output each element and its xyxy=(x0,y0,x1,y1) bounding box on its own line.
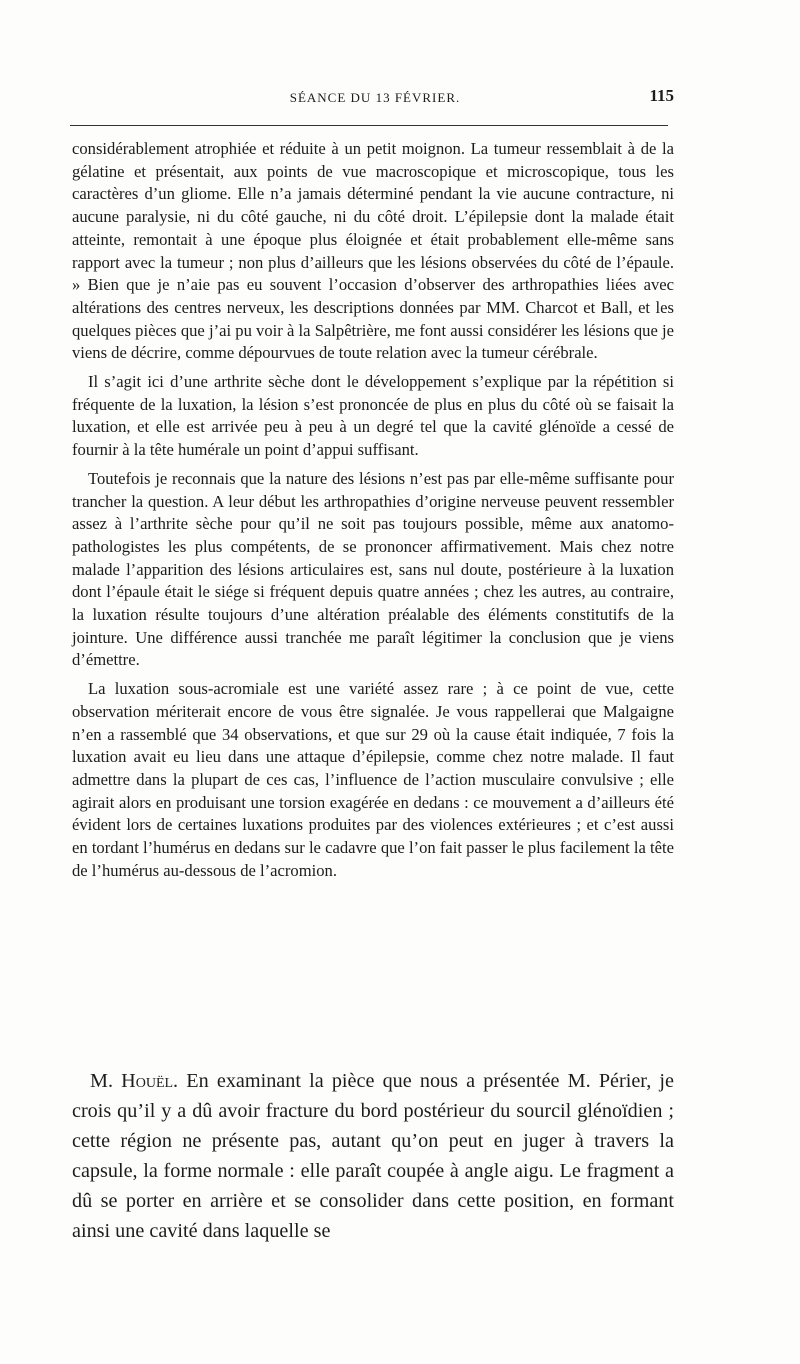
paragraph-3: Toutefois je reconnais que la nature des lésions n’est pas par elle-même suffisante pour trancher la question. A leur début les arthropathies d’origine nerveuse peuvent ressembler assez à l’arthrite sèche pour qu’il ne soit pas toujours possible, même aux anatomo-pathologistes les plus compétents, de se prononcer affirmativement. Mais chez notre malade l’apparition des lésions articulaires est, sans nul doute, postérieure à la luxation dont l’épaule était le siége si fréquent depuis quatre années ; chez les autres, au contraire, la luxation résulte toujours d’une altération préalable des éléments constitutifs de la jointure. Une différence aussi tranchée me paraît légitimer la conclusion que je viens d’émettre. xyxy=(72,468,674,670)
running-head: SÉANCE DU 13 FÉVRIER. xyxy=(289,90,461,105)
body-text xyxy=(72,138,674,889)
paragraph-1: considérablement atrophiée et réduite à un petit moignon. La tumeur ressemblait à de la gélatine et présentait, aux points de vue macroscopique et microscopique, tous les caractères d’un gliome. Elle n’a jamais déterminé pendant la vie aucune contracture, ni aucune paralysie, ni du côté gauche, ni du côté droit. L’épilepsie dont la malade était atteinte, remontait à une époque plus éloignée et était probablement elle-même sans rapport avec la tumeur ; non plus d’ailleurs que les lésions observées du côté de l’épaule. » Bien que je n’aie pas eu souvent l’occasion d’observer des arthropathies liées avec altérations des centres nerveux, les descriptions données par MM. Charcot et Ball, et les quelques pièces que j’ai pu voir à la Salpêtrière, me font aussi considérer les lésions que je viens de décrire, comme dépourvues de toute relation avec la tumeur cérébrale. xyxy=(72,139,674,363)
paragraph-4: La luxation sous-acromiale est une variété assez rare ; à ce point de vue, cette observation mériterait encore de vous être signalée. Je vous rappellerai que Malgaigne n’en a rassemblé que 34 observations, et que sur 29 où la cause était indiquée, 7 fois la luxation avait eu lieu dans une attaque d’épilepsie, comme chez notre malade. Il faut admettre dans la plupart de ces cas, l’influence de l’action musculaire convulsive ; elle agirait alors en produisant une torsion exagérée en dedans : ce mouvement a d’ailleurs été évident lors de certaines luxations produites par des violences extérieures ; et c’est aussi en tordant l’humérus en dedans sur le cadavre que l’on fait passer le plus facilement la tête de l’humérus au-dessous de l’acromion. xyxy=(72,679,674,880)
discussion-text: En examinant la pièce que nous a présentée M. Périer, je crois qu’il y a dû avoir fracture du bord postérieur du sourcil glénoïdien ; cette région ne présente pas, autant qu’on peut en juger à travers la capsule, la forme normale : elle paraît coupée à angle aigu. Le fragment a dû se porter en arrière et se consolider dans cette position, en formant ainsi une cavité dans laquelle se xyxy=(72,1070,674,1242)
speaker-name: M. Houël. xyxy=(90,1070,179,1092)
page-number: 115 xyxy=(649,86,674,105)
discussion-paragraph xyxy=(72,1066,674,1246)
header-rule xyxy=(70,125,668,126)
discussion-section xyxy=(72,1066,674,1246)
page-header xyxy=(72,82,678,112)
paragraph-2: Il s’agit ici d’une arthrite sèche dont le développement s’explique par la répétition si fréquente de la luxation, la lésion s’est prononcée de plus en plus du côté où se faisait la luxation, et elle est arrivée peu à peu à un degré tel que la cavité glénoïde a cessé de fournir à la tête humérale un point d’appui suffisant. xyxy=(72,372,674,460)
